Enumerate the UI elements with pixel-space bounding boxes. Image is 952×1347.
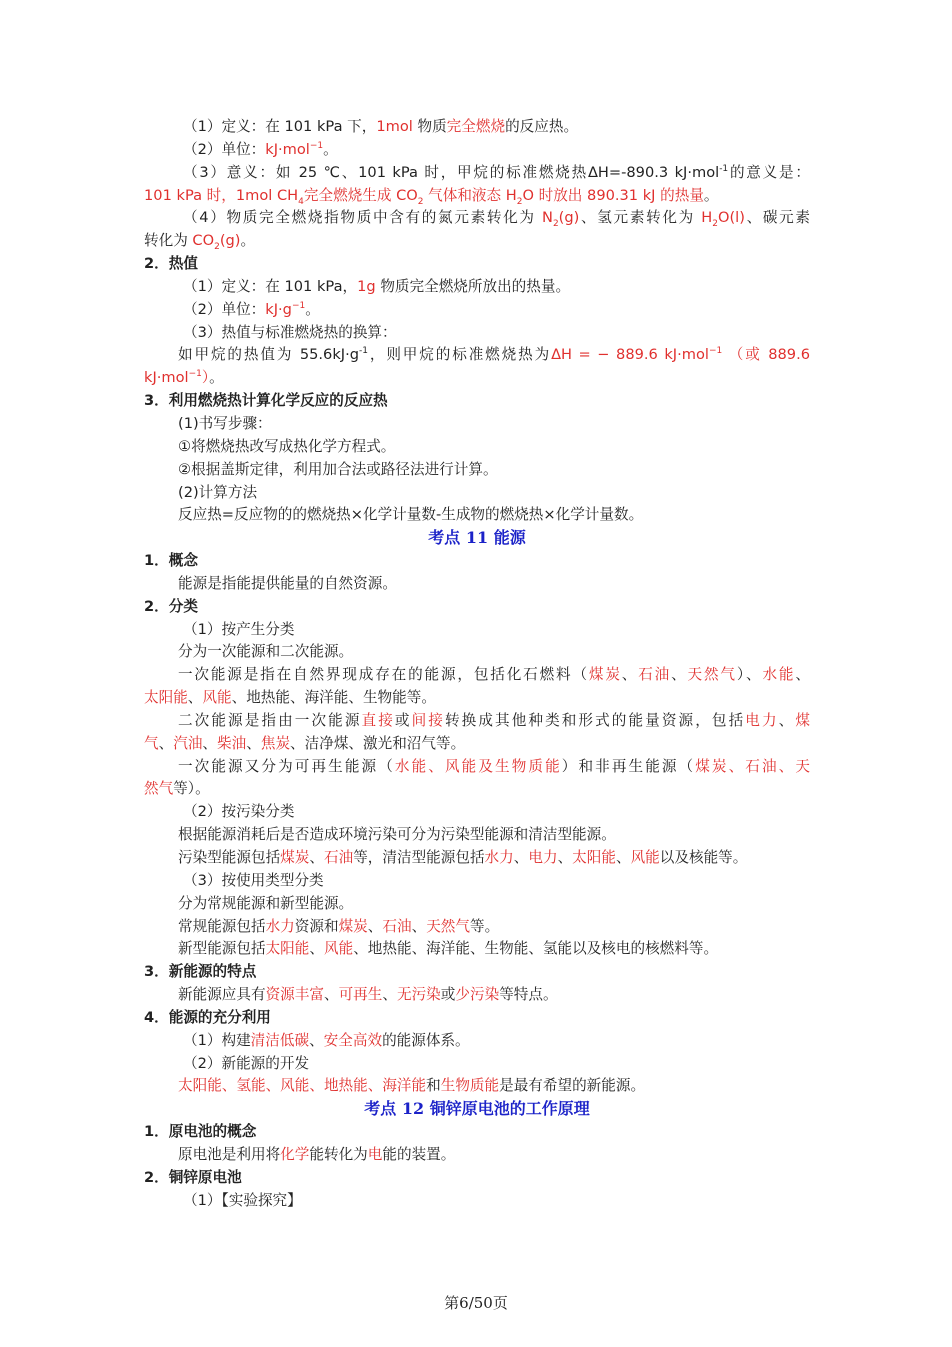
highlighted-text: 太阳能 [572, 849, 616, 866]
highlighted-text: 风能 [630, 849, 660, 866]
text-segment: 、碳元素 [744, 209, 810, 227]
highlighted-text: kJ·mol [265, 140, 310, 158]
text-segment: 的意义是： [728, 163, 810, 181]
text-segment: 、氢元素转化为 [579, 209, 702, 227]
text-segment: -1 [359, 346, 368, 357]
highlighted-text: O 时放出 890.31 kJ 的热量 [522, 186, 704, 204]
continuation-line [144, 778, 810, 801]
text-segment: 3．利用燃烧热计算化学反应的反应热 [144, 392, 388, 410]
text-segment: -1 [719, 163, 729, 174]
text-segment: 等，清洁型能源包括 [353, 849, 485, 866]
text-segment: (1)书写步骤： [178, 414, 272, 432]
continuation-line [144, 367, 810, 390]
text-segment: 资源和 [294, 917, 339, 935]
text-segment: 3．新能源的特点 [144, 963, 257, 981]
highlighted-text: 汽油 [173, 734, 203, 752]
text-segment: 、 [795, 666, 810, 684]
highlighted-text: 石油 [323, 849, 354, 866]
highlighted-text: 柴油 [217, 734, 247, 752]
highlighted-text: 完全燃烧生成 CO [303, 186, 418, 204]
highlighted-text: (g) [219, 232, 241, 250]
text-segment: 和 [426, 1077, 441, 1095]
text-segment: 考点 12 铜锌原电池的工作原理 [364, 1099, 590, 1119]
text-segment: （3）热值与标准燃烧热的换算： [183, 323, 397, 341]
paragraph-line [144, 847, 810, 870]
text-segment: 、 [187, 689, 203, 707]
highlighted-text: 4 [298, 196, 304, 207]
highlighted-text: 气体和液态 H [423, 186, 517, 204]
highlighted-text: 清洁低碳 [250, 1031, 310, 1049]
text-segment: 或 [394, 711, 412, 729]
list-item [144, 1053, 810, 1076]
highlighted-text: 水力 [484, 849, 514, 866]
highlighted-text: 少污染 [455, 986, 500, 1004]
paragraph-line [144, 1144, 810, 1167]
section-heading [144, 550, 810, 573]
text-segment: 或 [440, 986, 456, 1004]
highlighted-text: −1 [188, 369, 202, 380]
text-segment: 原电池是利用将 [178, 1145, 281, 1163]
list-item [144, 276, 810, 299]
highlighted-text: 煤炭、石油、天 [695, 757, 810, 775]
text-segment: （3）按使用类型分类 [183, 871, 324, 889]
paragraph-line [144, 938, 810, 961]
text-segment: 2．铜锌原电池 [144, 1168, 242, 1186]
highlighted-text: 电力 [745, 711, 779, 729]
topic-heading [144, 527, 810, 550]
list-item [144, 619, 810, 642]
highlighted-text: 2 [516, 196, 523, 207]
text-segment: 是最有希望的新能源。 [499, 1077, 646, 1095]
highlighted-text: 水能、风能及生物质能 [394, 757, 562, 775]
list-item [144, 207, 810, 230]
text-segment: ①将燃烧热改写成热化学方程式。 [178, 437, 396, 455]
highlighted-text: 石油 [382, 917, 412, 935]
text-segment: （1）按产生分类 [183, 620, 295, 638]
list-item [144, 116, 810, 139]
highlighted-text: 天然气 [687, 666, 737, 684]
text-segment: 。 [703, 186, 719, 204]
highlighted-text: 化学 [280, 1145, 310, 1163]
text-segment: 分为常规能源和新型能源。 [178, 894, 354, 912]
section-heading [144, 1167, 810, 1190]
highlighted-text: 1g [357, 277, 376, 295]
highlighted-text: 电力 [528, 849, 558, 866]
highlighted-text: ） [201, 369, 210, 387]
paragraph-line [144, 710, 810, 733]
text-segment: 转化为 [144, 232, 193, 250]
list-item [144, 801, 810, 824]
text-segment: 分为一次能源和二次能源。 [178, 643, 354, 661]
continuation-line [144, 185, 810, 208]
highlighted-text: 101 kPa 时，1mol CH [144, 186, 299, 204]
paragraph-line [144, 824, 810, 847]
highlighted-text: 煤炭 [338, 917, 368, 935]
text-segment: 常规能源包括 [178, 917, 266, 935]
highlighted-text: 石油 [638, 666, 672, 684]
highlighted-text: 水力 [265, 917, 295, 935]
section-heading [144, 390, 810, 413]
paragraph-line [144, 984, 810, 1007]
text-segment: 、洁净煤、激光和沼气等。 [290, 734, 466, 752]
text-segment: （2）单位： [183, 300, 266, 318]
text-segment: ②根据盖斯定律，利用加合法或路径法进行计算。 [178, 460, 498, 478]
text-segment: 、 [309, 849, 324, 866]
text-segment: （1）【实验探究】 [183, 1191, 302, 1209]
document-body [144, 116, 810, 1213]
text-segment: 二次能源是指由一次能源 [178, 711, 362, 729]
continuation-line [144, 733, 810, 756]
list-item [144, 322, 810, 345]
highlighted-text: 无污染 [396, 986, 441, 1004]
text-segment: 等。 [470, 917, 500, 935]
paragraph-line [144, 436, 810, 459]
text-segment: 考点 11 能源 [428, 528, 526, 548]
list-item [144, 299, 810, 322]
paragraph-line [144, 756, 810, 779]
text-segment: （2）新能源的开发 [183, 1054, 310, 1072]
highlighted-text: −1 [291, 300, 306, 311]
highlighted-text: 风能 [323, 940, 354, 958]
text-segment: 、 [411, 917, 427, 935]
paragraph-line [144, 482, 810, 505]
text-segment: 、 [621, 666, 639, 684]
highlighted-text: 煤炭 [588, 666, 622, 684]
highlighted-text: CO [192, 232, 215, 250]
text-segment: 、 [246, 734, 261, 752]
paragraph-line [144, 413, 810, 436]
paragraph-line [144, 916, 810, 939]
highlighted-text: 焦炭 [260, 734, 291, 752]
text-segment: 2．热值 [144, 255, 198, 273]
paragraph-line [144, 641, 810, 664]
text-segment: 、 [323, 986, 339, 1004]
highlighted-text: 可再生 [338, 986, 383, 1004]
list-item [144, 870, 810, 893]
text-segment: 、 [557, 849, 573, 866]
highlighted-text: 2 [214, 242, 220, 253]
highlighted-text: 天然气 [426, 917, 470, 935]
text-segment: 、 [309, 1031, 324, 1049]
continuation-line [144, 230, 810, 253]
highlighted-text: 直接 [361, 711, 395, 729]
section-heading [144, 1121, 810, 1144]
text-segment: 污染型能源包括 [178, 849, 281, 866]
text-segment: 一次能源又分为可再生能源（ [178, 757, 395, 775]
paragraph-line [144, 344, 810, 367]
highlighted-text: 风能 [202, 689, 232, 707]
continuation-line [144, 687, 810, 710]
text-segment: 、 [382, 986, 397, 1004]
text-segment: 、 [158, 734, 174, 752]
highlighted-text: (g) [558, 209, 580, 227]
highlighted-text: （或 889.6 [722, 346, 810, 364]
highlighted-text: kJ·mol [144, 369, 189, 387]
text-segment: ）和非再生能源（ [561, 757, 696, 775]
list-item [144, 1030, 810, 1053]
highlighted-text: 生物质能 [440, 1077, 500, 1095]
highlighted-text: 完全燃烧 [446, 118, 506, 135]
text-segment: 、 [367, 917, 383, 935]
text-segment: 。 [240, 232, 256, 250]
highlighted-text: 然气 [144, 780, 174, 798]
text-segment: 1．原电池的概念 [144, 1123, 257, 1141]
text-segment: ）、 [736, 666, 763, 684]
highlighted-text: 2 [552, 219, 559, 230]
paragraph-line [144, 504, 810, 527]
section-heading [144, 596, 810, 619]
text-segment: 等特点。 [499, 986, 558, 1004]
text-segment: 的能源体系。 [382, 1031, 470, 1049]
text-segment: （1）定义：在 101 kPa， [183, 277, 358, 295]
text-segment: (2)计算方法 [178, 483, 258, 501]
text-segment: 物质 [412, 118, 447, 135]
text-segment: 、 [202, 734, 218, 752]
text-segment: 、地热能、海洋能、生物能等。 [231, 689, 436, 707]
section-heading [144, 253, 810, 276]
topic-heading [144, 1098, 810, 1121]
section-heading [144, 961, 810, 984]
text-segment: 新型能源包括 [178, 940, 266, 958]
text-segment: （3）意义：如 25 ℃、101 kPa 时，甲烷的标准燃烧热ΔH=-890.3 kJ·mol [183, 163, 720, 181]
highlighted-text: N [542, 209, 553, 227]
text-segment: （2）按污染分类 [183, 803, 295, 821]
paragraph-line [144, 459, 810, 482]
text-segment: 2．分类 [144, 597, 198, 615]
highlighted-text: H [701, 209, 713, 227]
highlighted-text: −1 [708, 346, 723, 357]
list-item [144, 162, 810, 185]
paragraph-line [144, 573, 810, 596]
page-number: 第6/50页 [444, 1294, 508, 1312]
text-segment: 物质完全燃烧所放出的热量。 [375, 277, 571, 295]
highlighted-text: 间接 [411, 711, 445, 729]
text-segment: 的反应热。 [505, 118, 579, 135]
text-segment: 一次能源是指在自然界现成存在的能源，包括化石燃料（ [178, 666, 589, 684]
text-segment: 4．能源的充分利用 [144, 1008, 271, 1026]
highlighted-text: −1 [309, 140, 324, 151]
text-segment: （4）物质完全燃烧指物质中含有的氮元素转化为 [183, 209, 543, 227]
list-item [144, 139, 810, 162]
text-segment: 。 [323, 140, 338, 158]
text-segment: 根据能源消耗后是否造成环境污染可分为污染型能源和清洁型能源。 [178, 826, 616, 844]
highlighted-text: 1mol [376, 118, 413, 135]
text-segment: （1）构建 [183, 1031, 251, 1049]
highlighted-text: 煤 [795, 711, 810, 729]
highlighted-text: 水能 [762, 666, 796, 684]
section-heading [144, 1007, 810, 1030]
highlighted-text: 安全高效 [323, 1031, 383, 1049]
list-item [144, 1190, 810, 1213]
highlighted-text: 2 [417, 196, 424, 207]
highlighted-text: 电 [367, 1145, 383, 1163]
text-segment: 、 [778, 711, 796, 729]
highlighted-text: 太阳能 [144, 689, 188, 707]
text-segment: 如甲烷的热值为 55.6kJ·g [178, 346, 359, 364]
highlighted-text: 气 [144, 734, 159, 752]
text-segment: 反应热=反应物的的燃烧热×化学计量数-生成物的燃烧热×化学计量数。 [178, 506, 644, 524]
text-segment: 转换成其他种类和形式的能量资源，包括 [444, 711, 746, 729]
text-segment: 。 [305, 300, 320, 318]
highlighted-text: 资源丰富 [265, 986, 324, 1004]
text-segment: 、 [309, 940, 324, 958]
highlighted-text: 太阳能 [265, 940, 310, 958]
text-segment: ，则甲烷的标准燃烧热为 [367, 346, 552, 364]
text-segment: 。 [209, 369, 224, 387]
highlighted-text: kJ·g [265, 300, 292, 318]
highlighted-text: 2 [712, 219, 718, 230]
highlighted-text: 煤炭 [280, 849, 310, 866]
highlighted-text: O(l) [717, 209, 745, 227]
text-segment: 、 [615, 849, 631, 866]
text-segment: （2）单位： [183, 140, 266, 158]
text-segment: 、地热能、海洋能、生物能、氢能以及核电的核燃料等。 [353, 940, 719, 958]
text-segment: 、 [513, 849, 529, 866]
paragraph-line [144, 1075, 810, 1098]
highlighted-text: 太阳能、氢能、风能、地热能、海洋能 [178, 1077, 427, 1095]
paragraph-line [144, 664, 810, 687]
text-segment: 、 [671, 666, 688, 684]
paragraph-line [144, 893, 810, 916]
text-segment: 能转化为 [309, 1145, 368, 1163]
text-segment: 能的装置。 [382, 1145, 456, 1163]
text-segment: 以及核能等。 [659, 849, 748, 866]
text-segment: 能源是指能提供能量的自然资源。 [178, 574, 397, 592]
text-segment: 1．概念 [144, 552, 198, 570]
text-segment: （1）定义：在 101 kPa 下， [183, 118, 377, 135]
text-segment: 新能源应具有 [178, 986, 266, 1004]
highlighted-text: ΔH = − 889.6 kJ·mol [551, 346, 709, 364]
text-segment: 等）。 [173, 780, 210, 798]
